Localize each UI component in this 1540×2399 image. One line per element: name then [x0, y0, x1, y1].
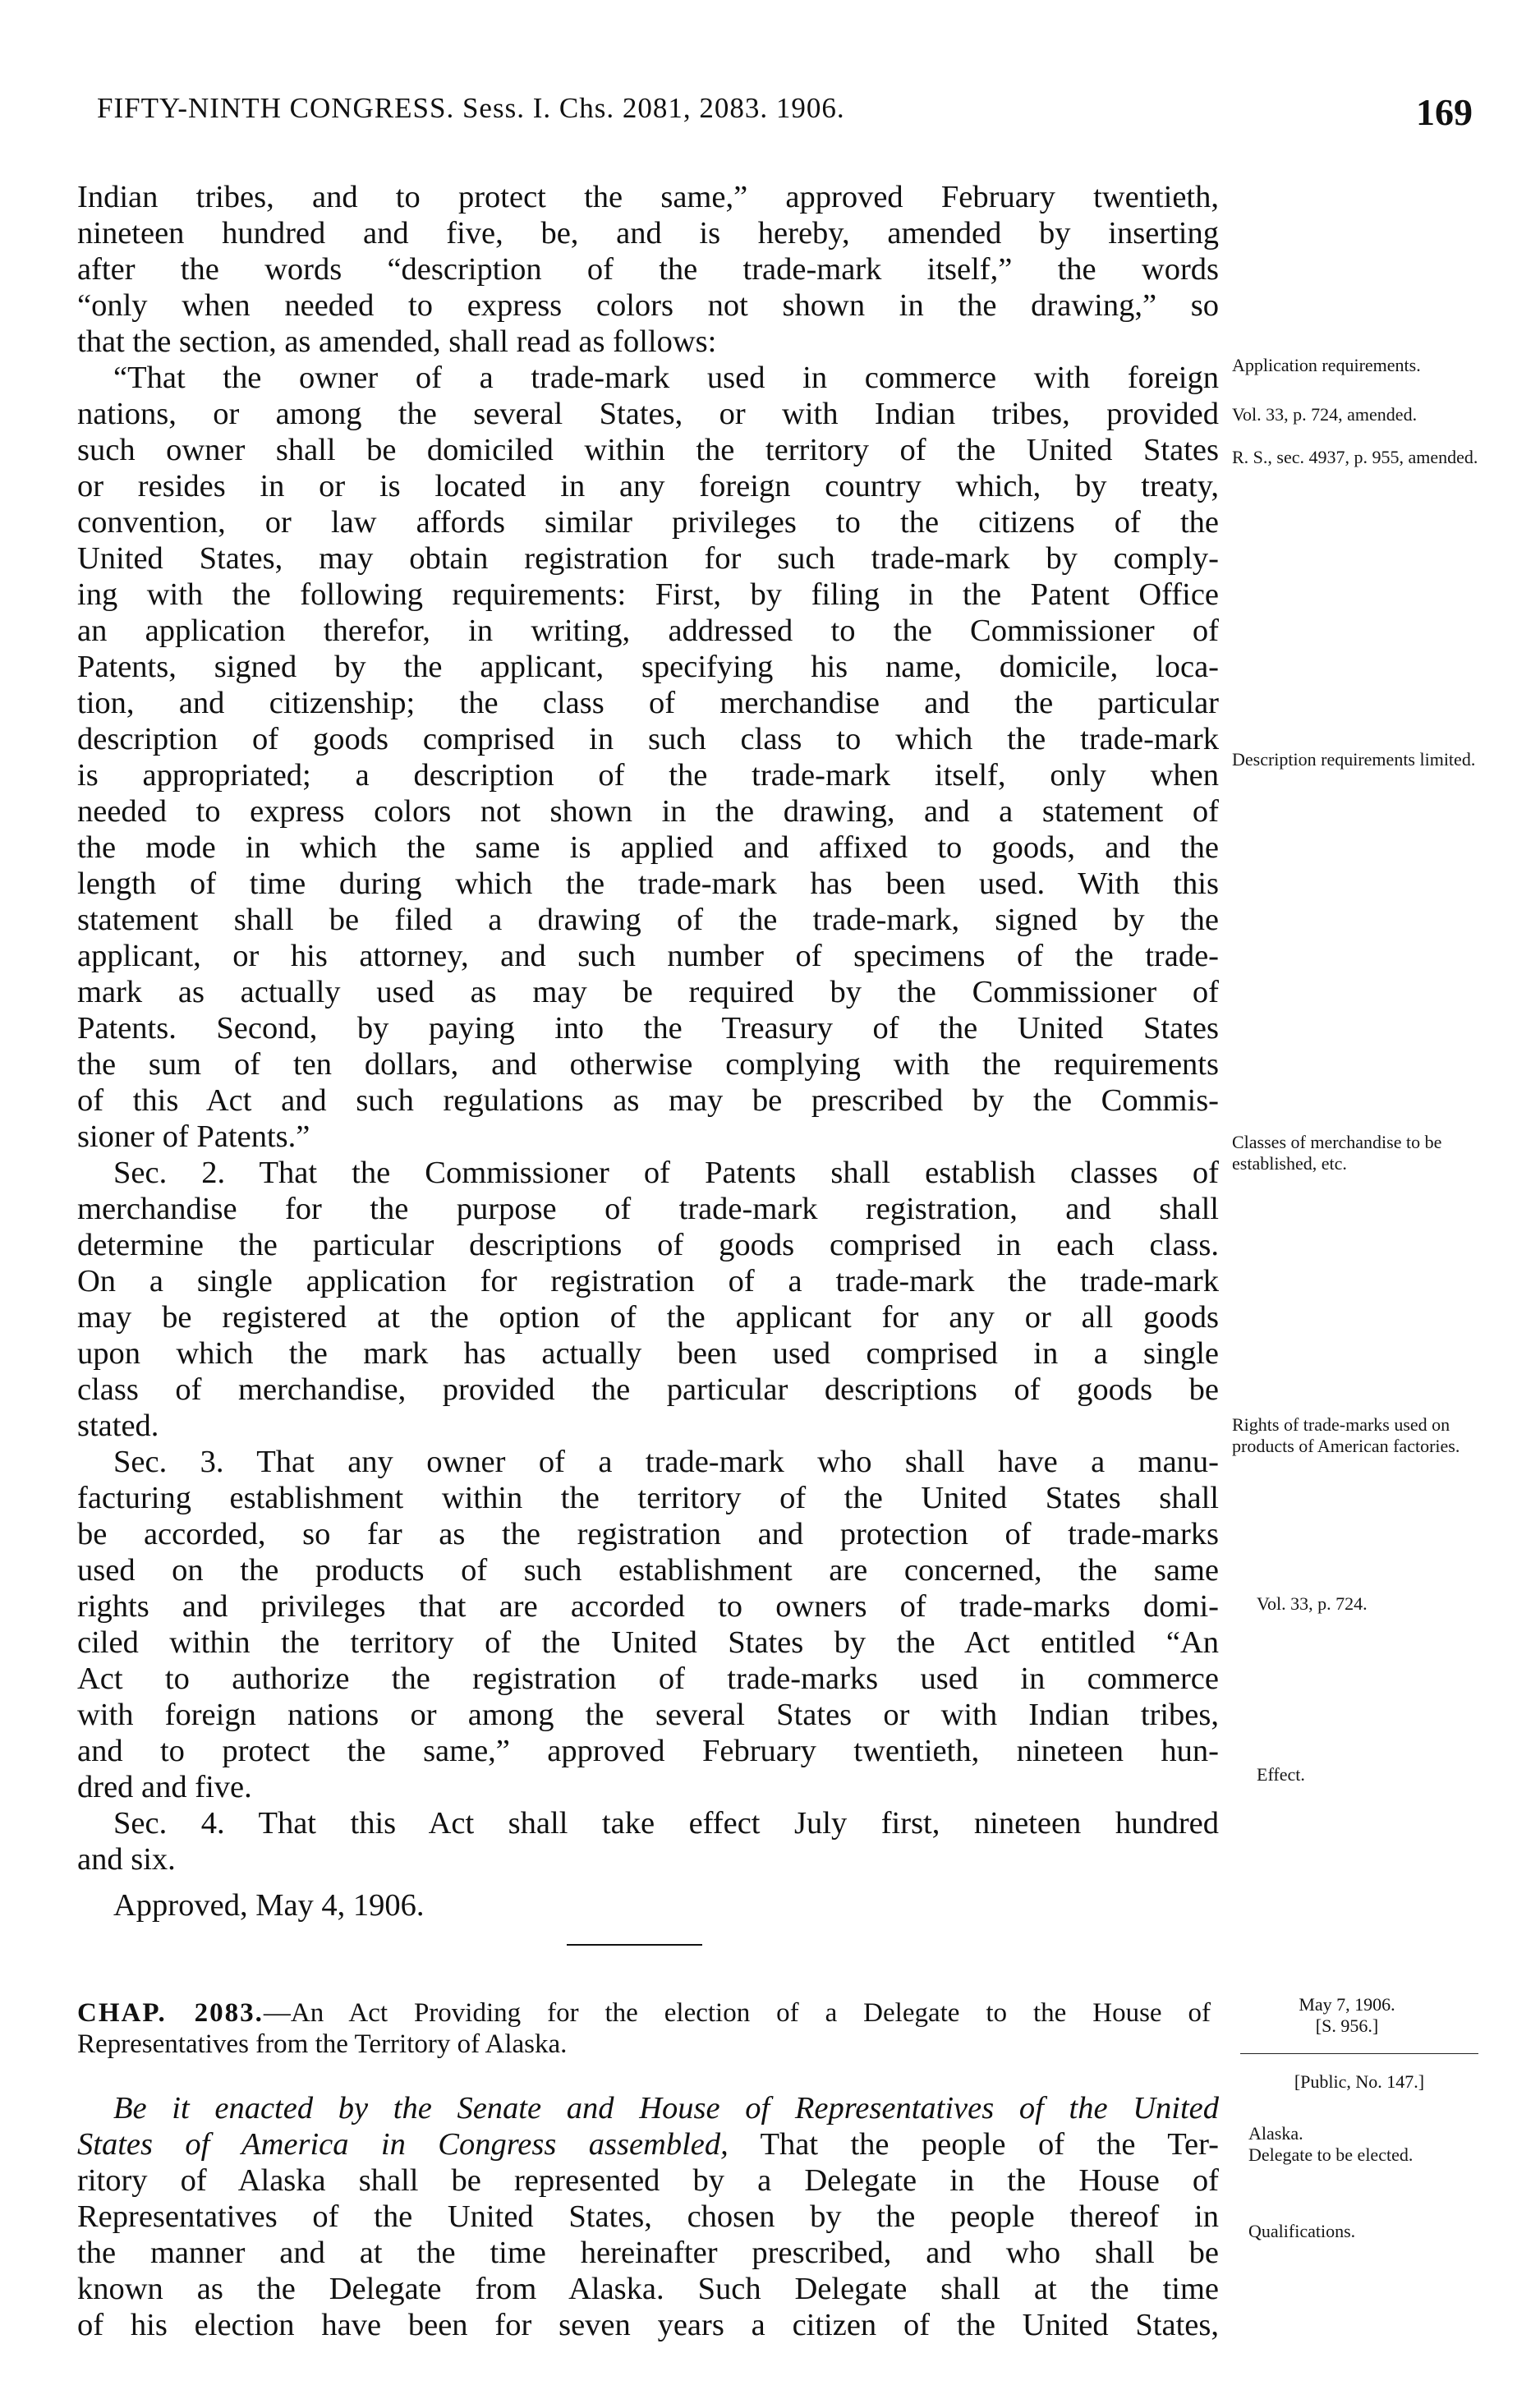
text-line: United States, may obtain registration for such trade-mark by comply-	[77, 541, 1219, 576]
text-line: Act to authorize the registration of trade-marks used in commerce	[77, 1661, 1219, 1696]
text-line: nations, or among the several States, or with Indian tribes, provided	[77, 397, 1219, 431]
statute-text	[77, 179, 1219, 1923]
enacting-clause	[77, 2090, 1219, 2343]
text-line: ritory of Alaska shall be represented by a Delegate in the House of	[77, 2163, 1219, 2198]
text-line: merchandise for the purpose of trade-mark registration, and shall	[77, 1192, 1219, 1226]
text-line: facturing establishment within the territory of the United States shall	[77, 1481, 1219, 1515]
margin-note-vol33-amended: Vol. 33, p. 724, amended.	[1232, 404, 1418, 425]
text-line: length of time during which the trade-mark has been used. With this	[77, 866, 1219, 901]
text-line: description of goods comprised in such class to which the trade-mark	[77, 722, 1219, 756]
text-line: and to protect the same,” approved February twentieth, nineteen hun-	[77, 1734, 1219, 1768]
approval-date: Approved, May 4, 1906.	[113, 1888, 425, 1923]
chapter-title-line2: Representatives from the Territory of Alaska.	[77, 2029, 568, 2059]
text-line: Representatives of the United States, chosen by the people thereof in	[77, 2199, 1219, 2234]
side-rule	[1240, 2053, 1478, 2054]
chapter-date: May 7, 1906.	[1299, 1994, 1395, 2015]
text-line: known as the Delegate from Alaska. Such Delegate shall at the time	[77, 2272, 1219, 2306]
margin-note-delegate: Delegate to be elected.	[1248, 2144, 1414, 2165]
senate-bill-number: [S. 956.]	[1315, 2015, 1379, 2036]
section-divider	[567, 1944, 702, 1946]
margin-note-application: Application requirements.	[1232, 355, 1421, 375]
text-line: upon which the mark has actually been used comprised in a single	[77, 1336, 1219, 1371]
margin-note-rs-amended: R. S., sec. 4937, p. 955, amended.	[1232, 447, 1478, 467]
text-line: ciled within the territory of the United States by the Act entitled “An	[77, 1625, 1219, 1660]
running-head-title: FIFTY-NINTH CONGRESS. Sess. I. Chs. 2081, 2083. 1906.	[97, 92, 845, 124]
margin-note-description: Description requirements limited.	[1232, 749, 1476, 770]
text-line: an application therefor, in writing, addressed to the Commissioner of	[77, 614, 1219, 648]
text-line: class of merchandise, provided the particular descriptions of goods be	[77, 1372, 1219, 1407]
text-line: such owner shall be domiciled within the territory of the United States	[77, 433, 1219, 467]
text-line: On a single application for registration of a trade-mark the trade-mark	[77, 1264, 1219, 1298]
section-4-heading-line: Sec. 4. That this Act shall take effect July first, nineteen hundred	[113, 1806, 1219, 1841]
text-line: rights and privileges that are accorded to owners of trade-marks domi-	[77, 1589, 1219, 1624]
section-3-heading-line: Sec. 3. That any owner of a trade-mark who shall have a manu-	[113, 1445, 1219, 1479]
text-line: Patents, signed by the applicant, specifying his name, domicile, loca-	[77, 650, 1219, 684]
margin-note-rights: Rights of trade-marks used on products of American factories.	[1232, 1414, 1460, 1456]
page-number: 169	[1416, 91, 1473, 133]
margin-note-qualifications: Qualifications.	[1248, 2221, 1356, 2241]
text-line: may be registered at the option of the applicant for any or all goods	[77, 1300, 1219, 1335]
text-line: mark as actually used as may be required by the Commissioner of	[77, 975, 1219, 1009]
text-line: applicant, or his attorney, and such number of specimens of the trade-	[77, 939, 1219, 973]
text-line: of his election have been for seven years a citizen of the United States,	[77, 2308, 1219, 2342]
text-line: Indian tribes, and to protect the same,” approved February twentieth,	[77, 180, 1219, 214]
chapter-label: CHAP. 2083.	[77, 1998, 264, 2028]
text-line: ing with the following requirements: First, by filing in the Patent Office	[77, 577, 1219, 612]
chapter-title-line1: —An Act Providing for the election of a Delegate to the House of	[263, 1998, 1211, 2028]
margin-note-alaska: Alaska.	[1248, 2123, 1303, 2144]
text-line: that the section, as amended, shall read as follows:	[77, 324, 717, 359]
text-line: “That the owner of a trade-mark used in commerce with foreign	[113, 361, 1219, 395]
text-line: the mode in which the same is applied and affixed to goods, and the	[77, 830, 1219, 865]
text-line: used on the products of such establishment are concerned, the same	[77, 1553, 1219, 1588]
text-line: dred and five.	[77, 1770, 252, 1804]
text-line: and six.	[77, 1842, 176, 1877]
chapter-heading	[77, 1997, 1211, 2060]
text-line: “only when needed to express colors not shown in the drawing,” so	[77, 288, 1219, 323]
margin-note-effect: Effect.	[1257, 1764, 1305, 1785]
text-line: determine the particular descriptions of goods comprised in each class.	[77, 1228, 1219, 1262]
text-line: the sum of ten dollars, and otherwise complying with the requirements	[77, 1047, 1219, 1082]
text-line: or resides in or is located in any foreign country which, by treaty,	[77, 469, 1219, 503]
text-line: needed to express colors not shown in the drawing, and a statement of	[77, 794, 1219, 829]
text-line: be accorded, so far as the registration and protection of trade-marks	[77, 1517, 1219, 1551]
text-line: is appropriated; a description of the trade-mark itself, only when	[77, 758, 1219, 793]
text-line: the manner and at the time hereinafter prescribed, and who shall be	[77, 2236, 1219, 2270]
enacting-line-2-rest: That the people of the Ter-	[728, 2127, 1219, 2162]
text-line: sioner of Patents.”	[77, 1119, 310, 1154]
public-law-number: [Public, No. 147.]	[1294, 2071, 1425, 2092]
chapter-side-info	[1253, 1994, 1441, 2037]
text-line: nineteen hundred and five, be, and is hereby, amended by inserting	[77, 216, 1219, 250]
margin-note-vol33: Vol. 33, p. 724.	[1257, 1593, 1368, 1614]
text-line: tion, and citizenship; the class of merchandise and the particular	[77, 686, 1219, 720]
text-line: Patents. Second, by paying into the Treasury of the United States	[77, 1011, 1219, 1046]
text-line: with foreign nations or among the several States or with Indian tribes,	[77, 1698, 1219, 1732]
text-line: of this Act and such regulations as may be prescribed by the Commis-	[77, 1083, 1219, 1118]
text-line: convention, or law affords similar privileges to the citizens of the	[77, 505, 1219, 540]
text-line: after the words “description of the trade-mark itself,” the words	[77, 252, 1219, 287]
running-head	[0, 49, 1540, 133]
enacting-line-2-italic: States of America in Congress assembled,	[77, 2127, 729, 2162]
text-line: stated.	[77, 1409, 159, 1443]
section-2-heading-line: Sec. 2. That the Commissioner of Patents shall establish classes of	[113, 1156, 1219, 1190]
text-line: statement shall be filed a drawing of the trade-mark, signed by the	[77, 903, 1219, 937]
enacting-line-1: Be it enacted by the Senate and House of Representatives of the United	[113, 2091, 1219, 2126]
margin-note-classes: Classes of merchandise to be established, etc.	[1232, 1132, 1442, 1174]
